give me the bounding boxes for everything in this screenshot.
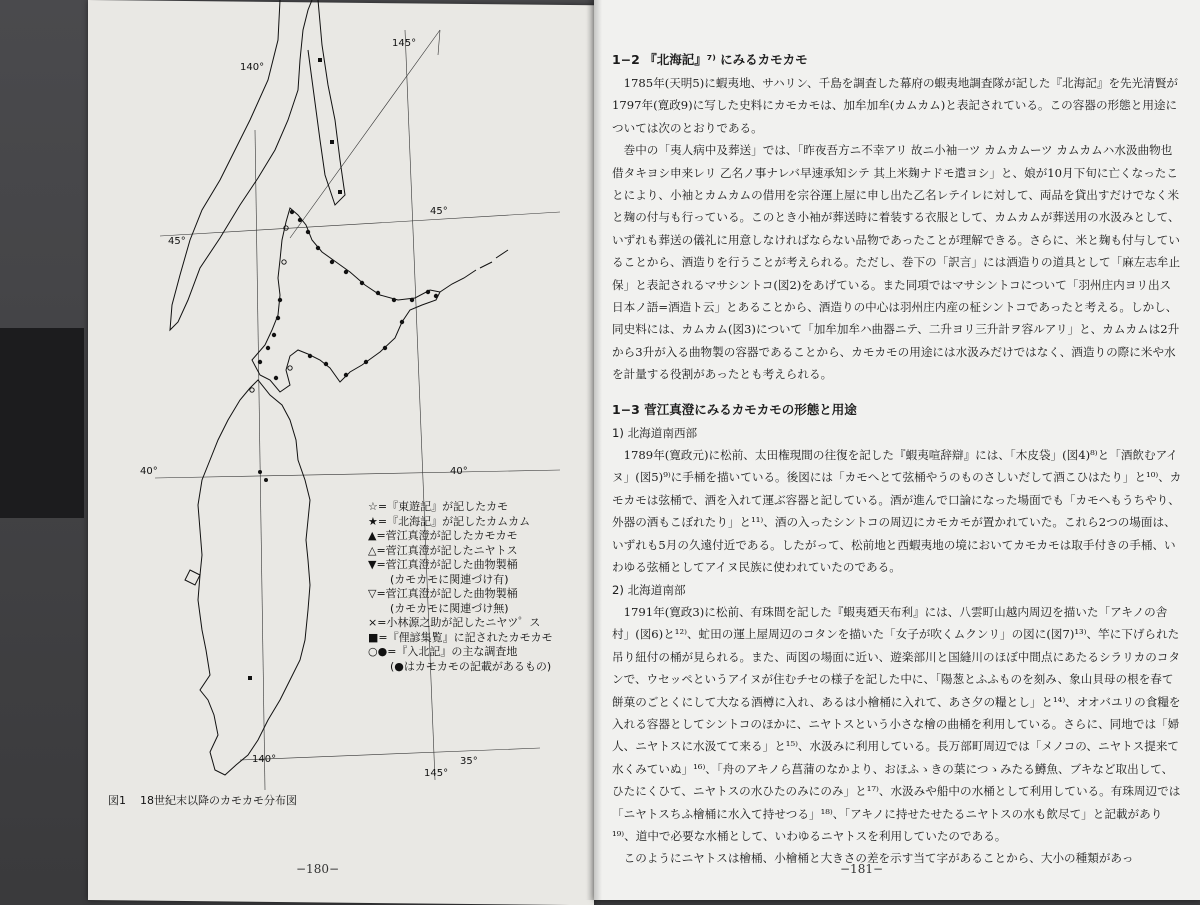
map-marker [278, 298, 282, 302]
map-marker [344, 373, 348, 377]
map-marker [426, 290, 430, 294]
sado-island [185, 570, 200, 585]
body-paragraph: 1789年(寛政元)に松前、太田権現間の往復を記した『蝦夷喧辞辯』には、「木皮袋」(図4)⁸⁾と「酒飲むアイヌ」(図5)⁹⁾に手桶を描いている。後図には「カモへとて弦桶やうのものさしいだして酒こひはたり」と¹⁰⁾、カモカモは弦桶で、酒を入れて運ぶ容器と記している。酒が進んで口論になった場面でも「カモへもうちやり、外器の酒もこぼれたり」と¹¹⁾、酒の入ったシントコの周辺にカモカモが置かれていた。これら2つの場面は、いずれも5月の久遠付近である。したがって、松前地と西蝦夷地の境においてカモカモは取手付きの手桶、いわゆる弦桶としてアイヌ民族に使われていたのである。 [612, 448, 1182, 575]
map-label-lon-140-top: 140° [240, 62, 265, 73]
map-marker [272, 333, 276, 337]
map-marker [274, 376, 278, 380]
graticule-line [160, 212, 560, 236]
subsection-heading: 2) 北海道南部 [612, 582, 686, 597]
map-marker [258, 470, 262, 474]
kuril-islands [440, 250, 508, 292]
figure-caption [108, 792, 297, 808]
map-marker [344, 270, 348, 274]
map-marker [376, 291, 380, 295]
map-label-lon-145-bottom: 145° [424, 768, 449, 779]
map-label-lat-45-right: 45° [430, 206, 448, 217]
map-marker [258, 360, 262, 364]
subsection-heading: 1) 北海道南西部 [612, 425, 698, 440]
map-marker [282, 260, 286, 264]
section-heading: 1−2 『北海記』⁷⁾ にみるカモカモ [612, 52, 808, 67]
map-label-lon-145-top: 145° [392, 38, 417, 49]
page-number-left: −180− [296, 862, 340, 876]
map-marker [330, 140, 334, 144]
figure-number: 図1 [108, 794, 126, 807]
body-paragraph: 巻中の「夷人病中及葬送」では、「昨夜吾方ニ不幸アリ 故ニ小袖一ツ カムカムーツ カムカムハ水汲曲物也 借タキヨシ申来レリ 乙名ノ事ナレバ早速承知シテ 其上米麹ナドモ遣ヨシ」と、娘が10月下旬に亡くなったことにより、小袖とカムカムの借用を宗谷運上屋に申し出た乙名レテイレに対して、両品を貸出すだけでなく米と麹の付与も行っている。このとき小袖が葬送時に着装する衣服として、カムカムが葬送用の水汲みとして、いずれも葬送の儀礼に用意しなければならない品物であったことが理解できる。さらに、米と麹も付与していることから、酒造りを行うことが考えられる。ただし、巻下の「訳言」には酒造りの道具として「麻左志牟止保」と表記されるマサシントコ(図2)をあげている。また同項ではマサシントコについて「羽州庄内ヨリ出ス 日本ノ語=酒造ト云」とあることから、酒造りの中心は羽州庄内産の柾シントコであったと考える。しかし、同史料には、カムカム(図3)について「加牟加牟ハ曲器ニテ、二升ヨリ三升計ヲ容ルアリ」と、カムカムは2升から3升が入る曲物製の容器であることから、カモカモの用途には水汲みだけではなく、酒造りの際に米や水を計量する役割があったとも考えられる。 [612, 143, 1181, 382]
map-marker [290, 210, 294, 214]
legend-line: ▼=菅江真澄が記した曲物製桶 [368, 558, 518, 571]
legend-line: ▲=菅江真澄が記したカモカモ [368, 529, 518, 542]
map-marker [264, 478, 268, 482]
map-marker [318, 58, 322, 62]
section-heading: 1−3 菅江真澄にみるカモカモの形態と用途 [612, 401, 857, 417]
map-marker [360, 281, 364, 285]
map-marker [248, 676, 252, 680]
map-legend [368, 500, 582, 674]
honshu-north-outline [198, 380, 310, 775]
map-marker [434, 294, 438, 298]
graticule-line [290, 30, 440, 238]
legend-line: ■=『俚諺集覧』に記されたカモカモ [368, 630, 553, 644]
legend-line: △=菅江真澄が記したニヤトス [368, 543, 518, 557]
article-body [612, 48, 1182, 870]
map-marker [392, 298, 396, 302]
book-weight [0, 328, 84, 518]
body-paragraph: 1785年(天明5)に蝦夷地、サハリン、千島を調査した幕府の蝦夷地調査隊が記した『北海記』を先光清賢が1797年(寛政9)に写した史料にカモカモは、加牟加牟(カムカム)と表記されている。この容器の形態と用途については次のとおりである。 [612, 76, 1179, 135]
map-marker [400, 320, 404, 324]
map-label-lat-40-left: 40° [140, 466, 158, 477]
body-paragraph: 1791年(寛政3)に松前、有珠間を記した『蝦夷廼天布利』には、八雲町山越内周辺を描いた「アキノの舎村」(図6)と¹²⁾、虻田の運上屋周辺のコタンを描いた「女子が吹くムクンリ」の図に(図7)¹³⁾、竿に下げられた吊り紐付の桶が見られる。また、両図の場面に近い、遊楽部川と国縫川のほぼ中間点にあたるシラリカのコタンで、ウセッペというアイヌが住むチセの様子を記した中に、「陽葱とふふものを刻み、象山貝母の根を春て餅菓のごとくにして大なる酒樽に入れ、あるは小檜桶に入れて、あさ夕の糧とし」と¹⁴⁾、オオバユリの食糧を入れる容器としてシントコのほかに、ニヤトスという小さな檜の曲桶を利用している。さらに、同地では「婦人、ニヤトスに水汲てて来る」と¹⁵⁾、水汲みに利用している。長万部町周辺では「メノコの、ニヤトス提来て水くみていぬ」¹⁶⁾、「舟のアキノら菖蒲のなかより、おほふゝきの葉につゝみたる鱒魚、ブキなど取出して、ひたにくひて、ニヤトスの水ひたのみにのみ」と¹⁷⁾、水汲みや船中の水桶として利用している。有珠周辺では「ニヤトスちふ檜桶に水入て持せつる」¹⁸⁾、「アキノに持せたせたるニヤトスの水も飲尽て」と記載があり¹⁹⁾、道中で必要な水桶として、いわゆるニヤトスを利用していたのである。 [612, 604, 1181, 843]
map-marker [276, 316, 280, 320]
map-marker [324, 362, 328, 366]
map-marker [316, 246, 320, 250]
legend-line: ×=小林源之助が記したニヤツ゜ス [368, 616, 541, 629]
legend-line: ▽=菅江真澄が記した曲物製桶 [368, 587, 518, 600]
graticule-line [155, 470, 560, 478]
map-marker [364, 360, 368, 364]
map-marker [308, 354, 312, 358]
legend-line: (カモカモに関連づけ有) [390, 572, 509, 586]
map-marker [383, 346, 387, 350]
map-marker [338, 190, 342, 194]
map-marker [330, 260, 334, 264]
page-number-right: −181− [840, 862, 884, 876]
legend-line: ★=『北海記』が記したカムカム [368, 514, 531, 528]
map-marker [250, 388, 254, 392]
body-paragraph: このようにニヤトスは檜桶、小檜桶と大きさの差を示す当て字があることから、大小の種類があっ [623, 851, 1134, 866]
map-marker [410, 298, 414, 302]
map-marker [266, 346, 270, 350]
legend-line: (●はカモカモの記載があるもの) [390, 659, 552, 673]
map-label-lat-35: 35° [460, 756, 478, 767]
map-marker [288, 366, 292, 370]
map-label-lon-140-bottom: 140° [252, 754, 277, 765]
legend-line: ○●=『入北記』の主な調査地 [368, 645, 518, 658]
book-gutter [586, 0, 602, 900]
legend-line: ☆=『東遊記』が記したカモ [368, 500, 509, 513]
figure-title: 18世紀末以降のカモカモ分布図 [140, 794, 297, 807]
map-label-lat-40-right: 40° [450, 466, 468, 477]
map-marker [306, 230, 310, 234]
map-marker [298, 218, 302, 222]
legend-line: (カモカモに関連づけ無) [390, 601, 509, 615]
map-label-lat-45-left: 45° [168, 236, 186, 247]
graticule-line [255, 130, 265, 790]
graticule-line [240, 748, 540, 760]
